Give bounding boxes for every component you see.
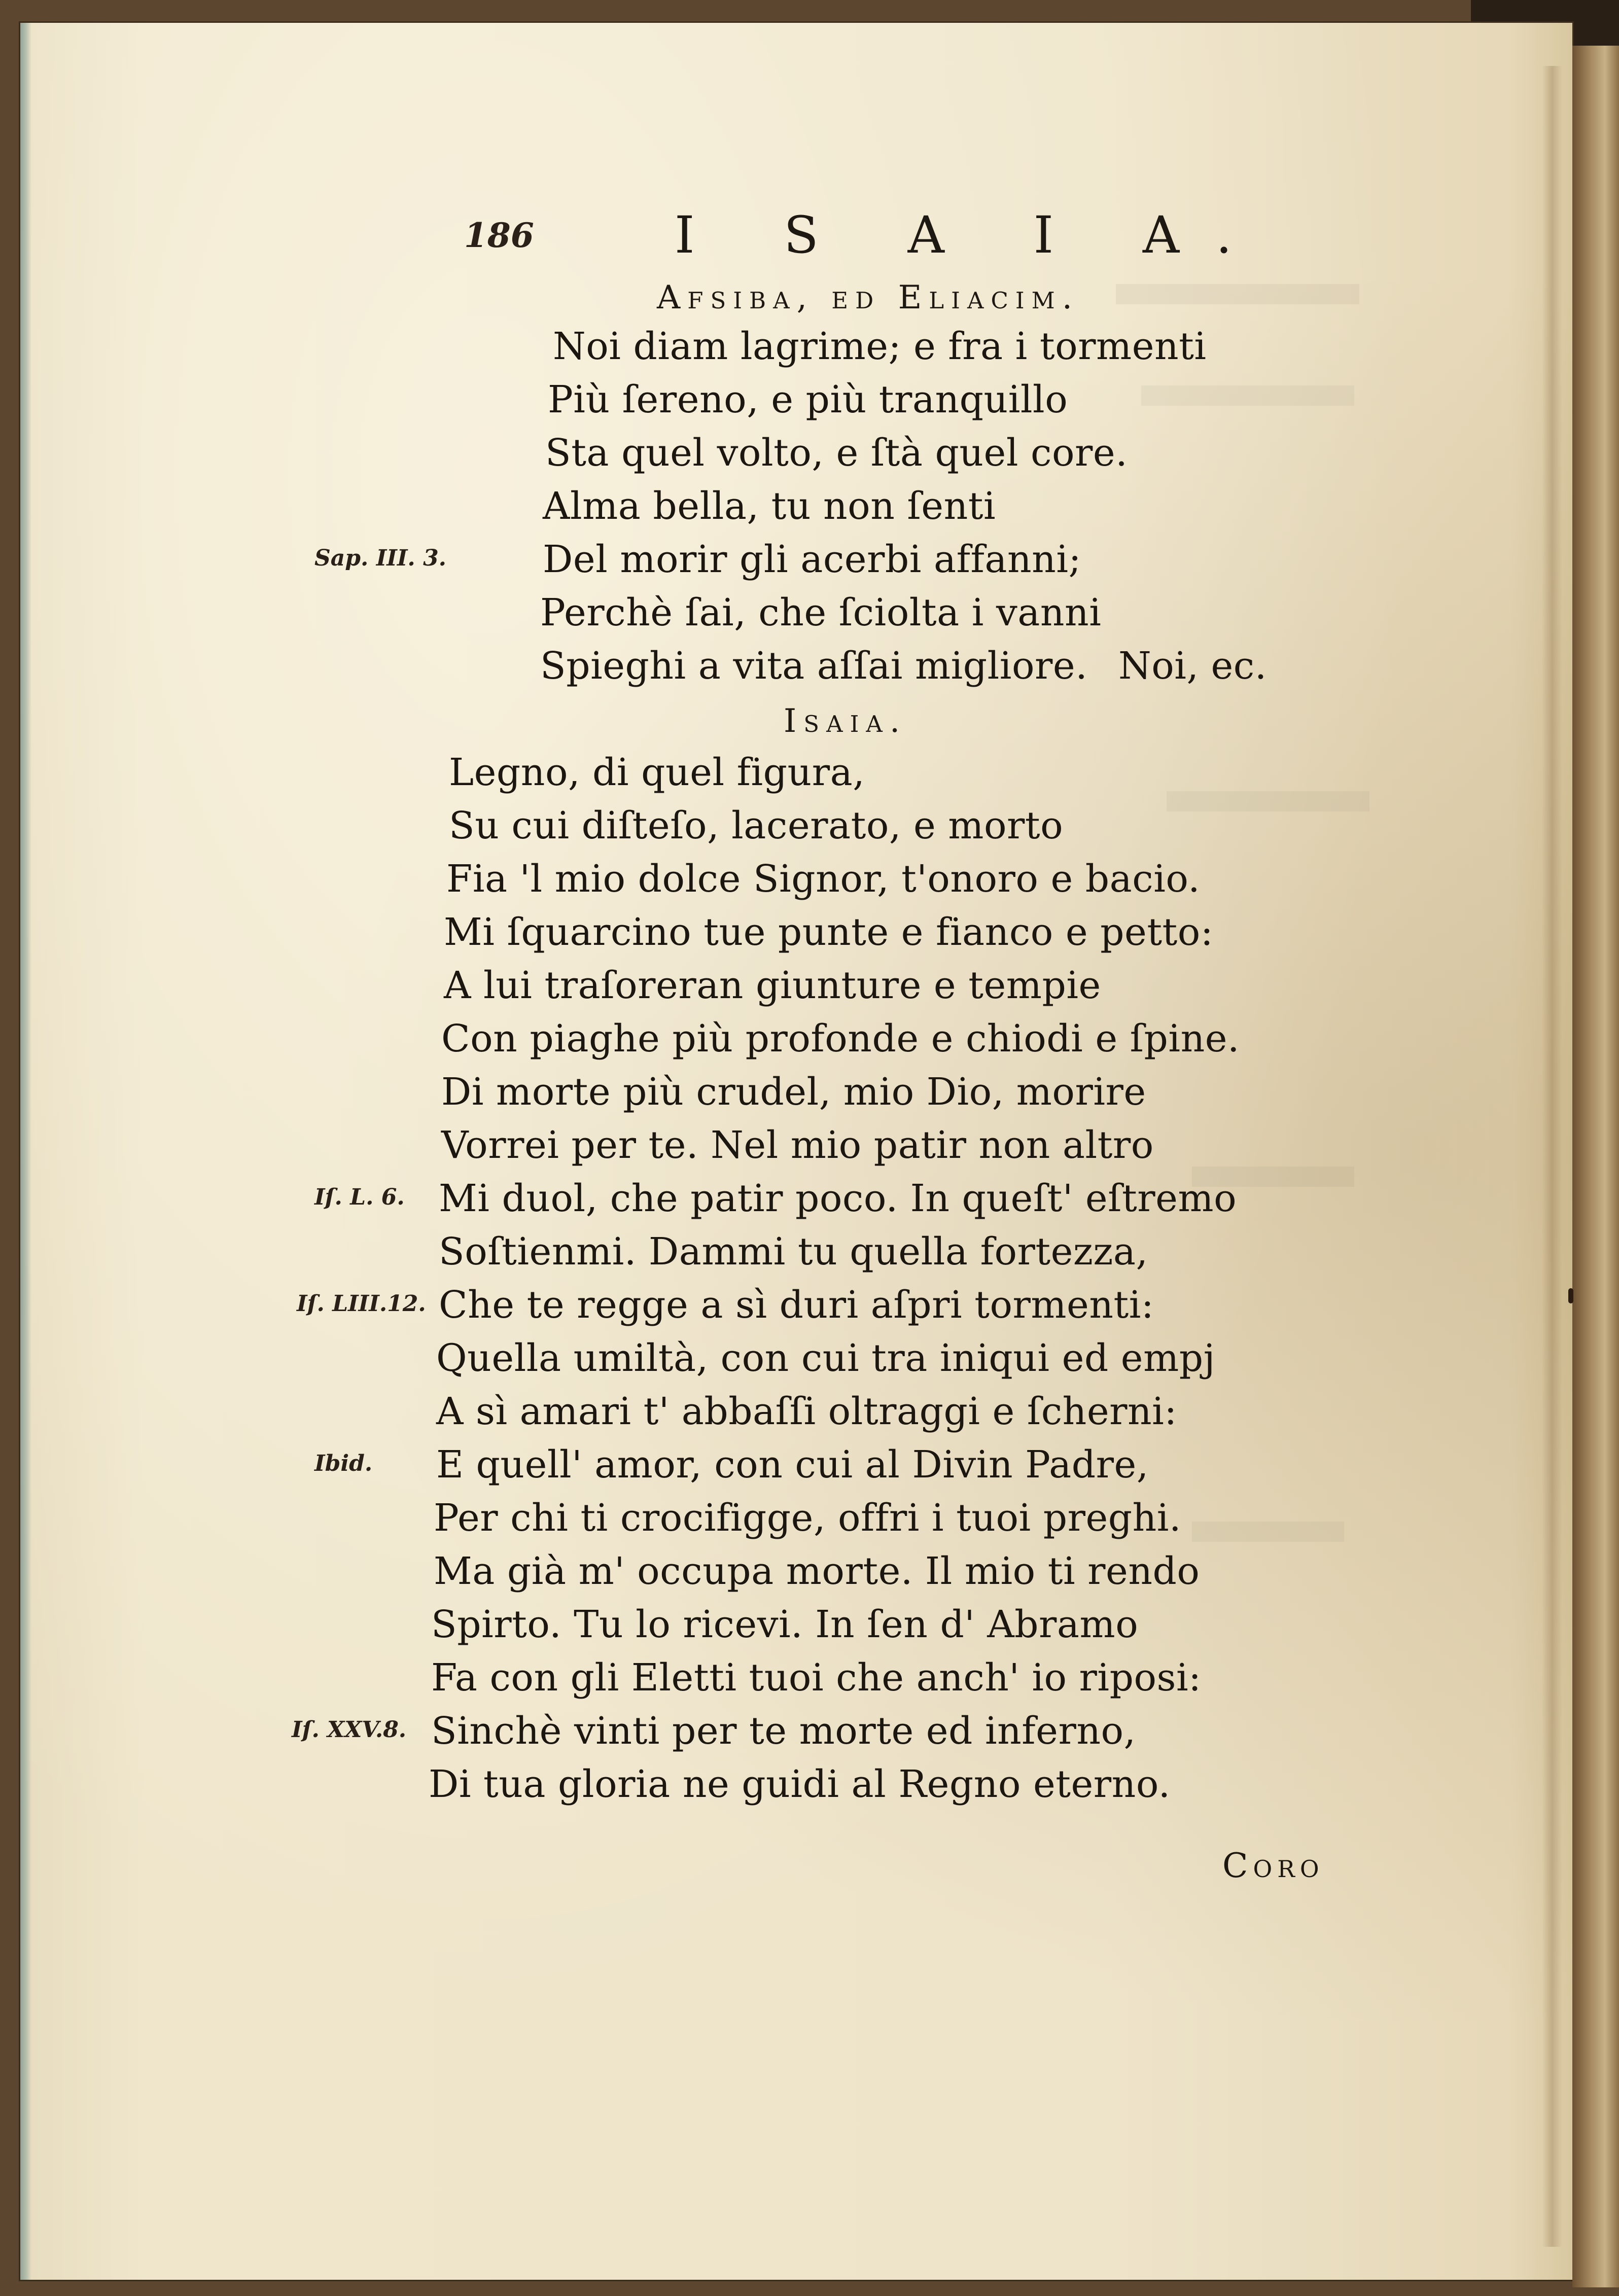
verse-line: Ma già m' occupa morte. Il mio ti rendo [434,1549,1200,1593]
verse-line: Vorrei per te. Nel mio patir non altro [441,1123,1154,1167]
verse-line: Perchè ſai, che ſciolta i vanni [540,591,1102,634]
verse-line: Di tua gloria ne guidi al Regno eterno. [429,1762,1171,1806]
verse-line: Noi diam lagrime; e fra i tormenti [553,325,1207,368]
page-left-edge [20,23,31,2280]
verse-line: Spirto. Tu lo ricevi. In ſen d' Abramo [431,1603,1139,1646]
running-title: I S A I A. [675,205,1269,265]
verse-line: Fa con gli Eletti tuoi che anch' io riposi: [431,1656,1202,1700]
verse-line: Per chi ti crocifigge, offri i tuoi preghi. [434,1496,1181,1540]
verse-line: Soſtienmi. Dammi tu quella fortezza, [439,1230,1148,1274]
verse-line: Di morte più crudel, mio Dio, morire [441,1070,1146,1114]
verse-line: Legno, di quel figura, [449,751,865,794]
verse-line: Mi duol, che patir poco. In queſt' eſtremo [439,1177,1237,1220]
verse-line: E quell' amor, con cui al Divin Padre, [436,1443,1149,1487]
margin-reference: Iſ. L. 6. [314,1184,405,1210]
speaker-heading: Afsiba, ed Eliacim. [657,279,1080,316]
verse-line: Su cui diſteſo, lacerato, e morto [449,804,1064,847]
verse-line: Che te regge a sì duri aſpri tormenti: [439,1283,1154,1327]
margin-reference: Iſ. XXV.8. [292,1717,407,1743]
margin-reference: Iſ. LIII.12. [297,1291,426,1317]
book-fold [1572,46,1619,2287]
verse-line: Sinchè vinti per te morte ed inferno, [431,1709,1136,1753]
verse-line: Quella umiltà, con cui tra iniqui ed empj [436,1336,1216,1380]
verse-line: Alma bella, tu non ſenti [543,484,996,528]
verse-refrain: Noi, ec. [1118,644,1267,688]
verse-line: Più ſereno, e più tranquillo [548,378,1068,421]
page-crease [1542,66,1562,2247]
running-head [456,205,1319,276]
verse-line: A sì amari t' abbaſſi oltraggi e ſcherni: [436,1390,1177,1433]
speaker-heading: Isaia. [784,702,907,740]
margin-reference: Sap. III. 3. [314,545,447,571]
verse-line: Sta quel volto, e ſtà quel core. [545,431,1128,475]
fold-mark [1568,1288,1573,1303]
page-number: 186 [464,216,534,255]
catchword: Coro [1222,1846,1324,1885]
verse-line: Del morir gli acerbi affanni; [543,538,1081,581]
margin-reference: Ibid. [314,1451,373,1476]
verse-line: A lui traſoreran giunture e tempie [444,964,1101,1007]
verse-line: Con piaghe più profonde e chiodi e ſpine. [441,1017,1240,1061]
verse-line: Spieghi a vita aſſai migliore. [540,644,1088,688]
verse-line: Mi ſquarcino tue punte e fianco e petto: [444,910,1214,954]
verse-line: Fia 'l mio dolce Signor, t'onoro e bacio. [446,857,1201,901]
